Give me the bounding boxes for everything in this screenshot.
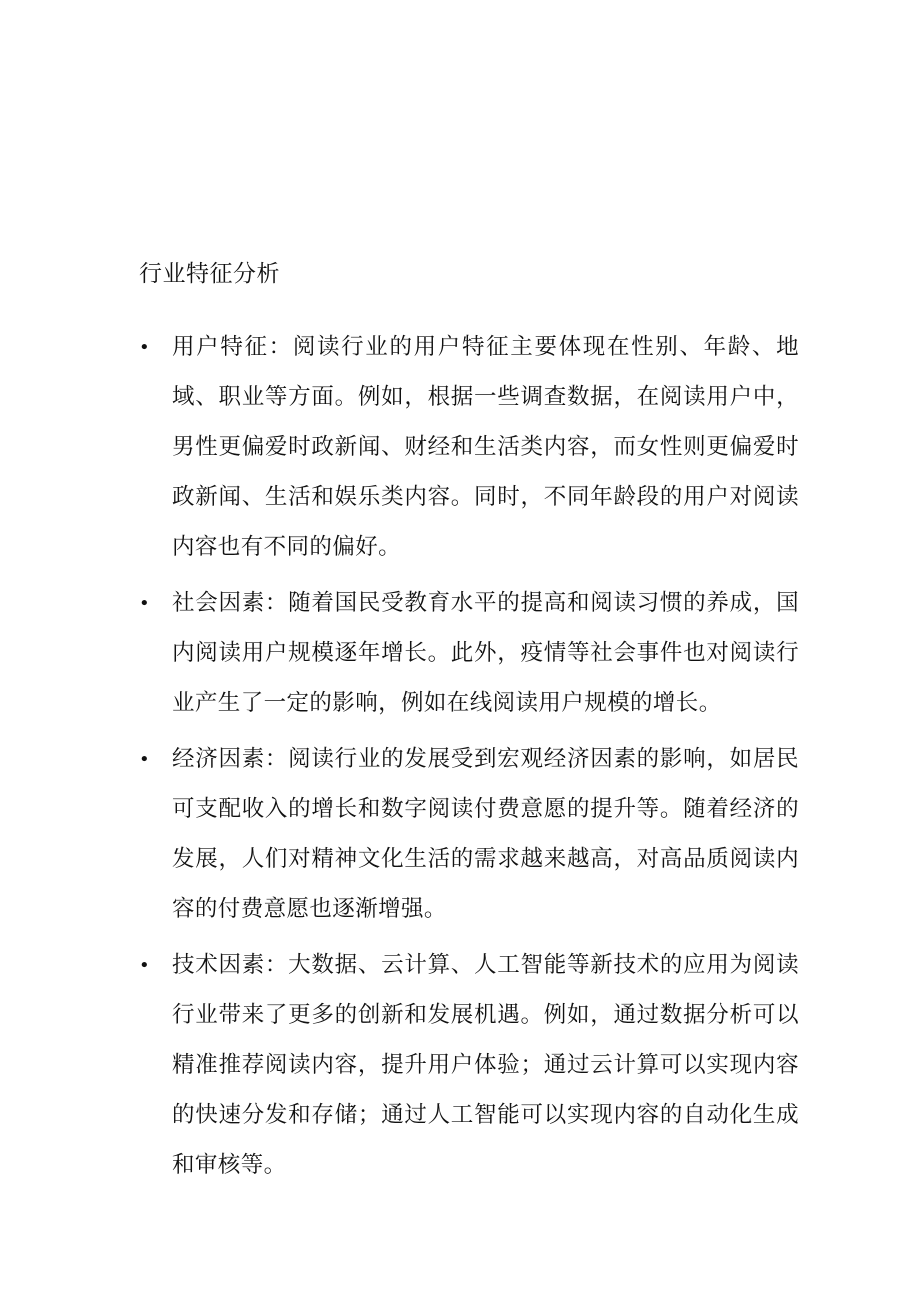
bullet-item-economic-factors [139, 734, 799, 934]
bullet-dot-icon: • [139, 337, 150, 358]
bullet-list [139, 322, 799, 1196]
section-heading: 行业特征分析 [139, 261, 280, 287]
bullet-dot-icon: • [139, 749, 150, 770]
bullet-dot-icon: • [139, 955, 150, 976]
bullet-dot-icon: • [139, 593, 150, 614]
bullet-text: 社会因素：随着国民受教育水平的提高和阅读习惯的养成，国内阅读用户规模逐年增长。此外，疫情等社会事件也对阅读行业产生了一定的影响，例如在线阅读用户规模的增长。 [172, 590, 799, 716]
bullet-item-technology-factors [139, 940, 799, 1190]
bullet-item-user-features [139, 322, 799, 572]
bullet-text: 用户特征：阅读行业的用户特征主要体现在性别、年龄、地域、职业等方面。例如，根据一些调查数据，在阅读用户中，男性更偏爱时政新闻、财经和生活类内容，而女性则更偏爱时政新闻、生活和娱乐类内容。同时，不同年龄段的用户对阅读内容也有不同的偏好。 [172, 334, 799, 560]
bullet-text: 技术因素：大数据、云计算、人工智能等新技术的应用为阅读行业带来了更多的创新和发展机遇。例如，通过数据分析可以精准推荐阅读内容，提升用户体验；通过云计算可以实现内容的快速分发和存储；通过人工智能可以实现内容的自动化生成和审核等。 [172, 952, 799, 1178]
bullet-item-social-factors [139, 578, 799, 728]
bullet-text: 经济因素：阅读行业的发展受到宏观经济因素的影响，如居民可支配收入的增长和数字阅读付费意愿的提升等。随着经济的发展，人们对精神文化生活的需求越来越高，对高品质阅读内容的付费意愿也逐渐增强。 [172, 746, 799, 922]
